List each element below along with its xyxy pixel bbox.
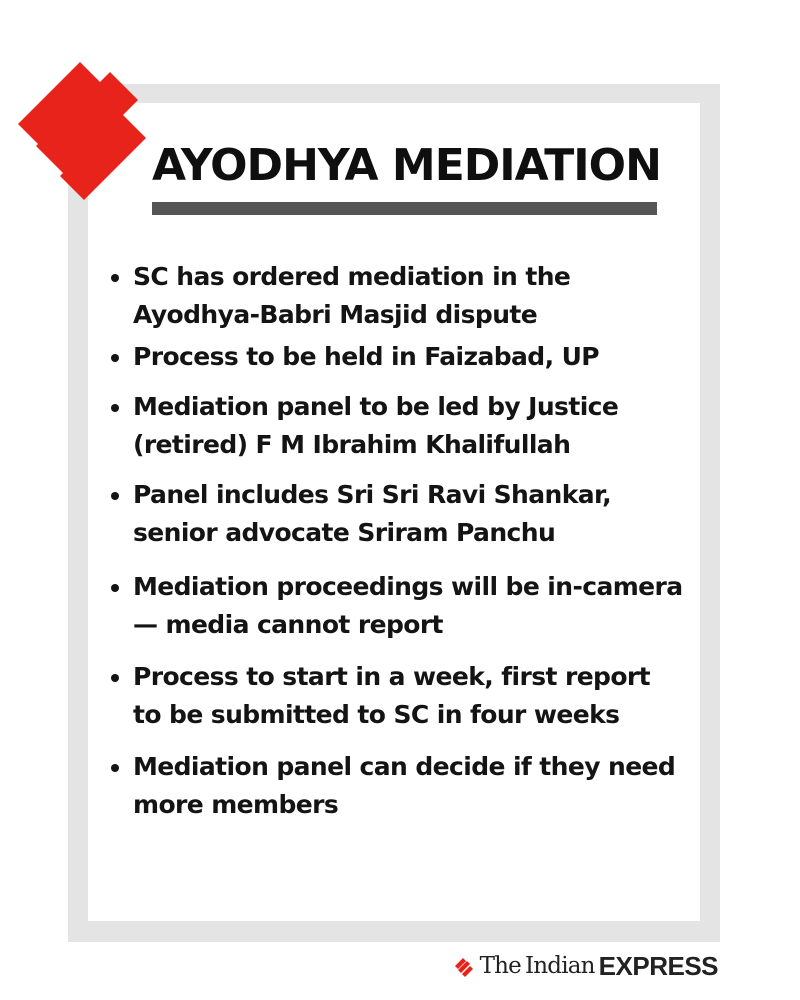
bullet-text: Mediation panel to be led by Justice (retired) F M Ibrahim Khalifullah	[133, 392, 619, 459]
brand-the: The	[479, 953, 521, 979]
bullet-item	[105, 748, 685, 824]
bullet-icon	[111, 404, 119, 412]
bullet-item	[105, 658, 685, 734]
brand-indian: Indian	[524, 953, 595, 979]
bullet-text: Mediation panel can decide if they need more members	[133, 752, 676, 819]
bullet-text: Process to be held in Faizabad, UP	[133, 342, 600, 371]
bullet-text: Process to start in a week, first report to be submitted to SC in four weeks	[133, 662, 651, 729]
bullet-icon	[111, 764, 119, 772]
bullet-icon	[111, 584, 119, 592]
bullet-text: SC has ordered mediation in the Ayodhya-Babri Masjid dispute	[133, 262, 571, 329]
bullet-list	[105, 258, 685, 824]
bullet-icon	[111, 354, 119, 362]
bullet-item	[105, 388, 685, 464]
brand-wordmark	[454, 950, 718, 982]
indian-express-logo-icon	[14, 38, 154, 203]
brand-mark-icon	[454, 954, 478, 978]
bullet-text: Mediation proceedings will be in-camera — media cannot report	[133, 572, 683, 639]
bullet-text: Panel includes Sri Sri Ravi Shankar, senior advocate Sriram Panchu	[133, 480, 611, 547]
bullet-icon	[111, 674, 119, 682]
bullet-item	[105, 258, 685, 334]
bullet-item	[105, 476, 685, 552]
bullet-item	[105, 338, 685, 376]
bullet-icon	[111, 274, 119, 282]
page-title: AYODHYA MEDIATION	[152, 140, 661, 191]
bullet-item	[105, 568, 685, 644]
title-underline	[152, 202, 657, 215]
bullet-icon	[111, 492, 119, 500]
brand-express: EXPRESS	[598, 950, 718, 981]
